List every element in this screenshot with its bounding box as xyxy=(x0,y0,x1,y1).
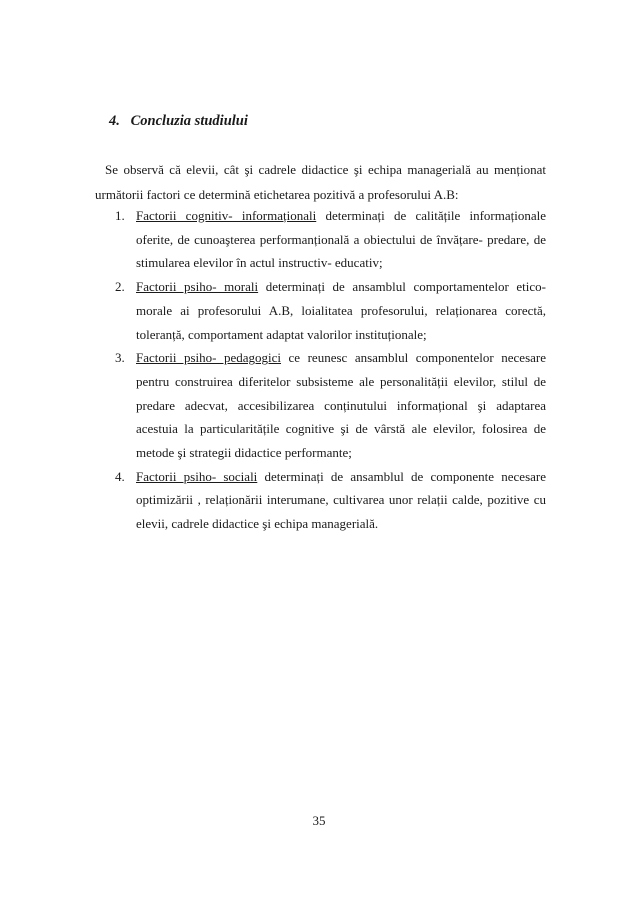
section-title: Concluzia studiului xyxy=(130,113,248,129)
factor-term: Factorii psiho- morali xyxy=(136,279,259,295)
section-number: 4. xyxy=(109,113,120,129)
intro-text: Se observă că elevii, cât şi cadrele didactice şi echipa managerială au menționat următorii factori ce determină etichetarea pozitivă a profesorului A.B: xyxy=(95,162,546,202)
factor-term: Factorii psiho- sociali xyxy=(136,468,258,484)
intro-paragraph xyxy=(95,157,546,207)
list-marker: 1. xyxy=(115,208,125,223)
page-number: 35 xyxy=(312,813,326,828)
factor-description: ce reunesc ansamblul componentelor necesare pentru construirea diferitelor subsisteme ale personalității elevilor, stilul de predare adecvat, accesibilizarea conținutului informațional şi adaptarea acestuia la particularitățile cognitive şi de vârstă ale elevilor, folosirea de metode şi strategii didactice performante; xyxy=(136,350,547,461)
factor-item-social xyxy=(95,465,546,536)
factor-description: determinați de calitățile informaționale oferite, de cunoaşterea performanțională a obiectului de învățare- predare, de stimularea elevilor în actul instructiv- educativ; xyxy=(136,208,546,271)
list-marker: 4. xyxy=(115,468,125,484)
list-marker: 2. xyxy=(115,279,125,295)
factor-description: determinați de ansamblul comportamentelor etico- morale ai profesorului A.B, loialitatea profesorului, relaționarea corectă, toleranță, comportament adaptat valorilor instituționale; xyxy=(136,279,546,342)
factor-item-cognitive xyxy=(95,204,546,275)
list-marker: 3. xyxy=(115,350,125,366)
factor-term: Factorii cognitiv- informaționali xyxy=(136,208,317,223)
factor-item-pedagogical xyxy=(95,346,546,465)
factor-item-moral xyxy=(95,275,546,346)
factor-description: determinați de ansamblul de componente necesare optimizării , relaționării interumane, cultivarea unor relații calde, pozitive cu elevii, cadrele didactice şi echipa managerială. xyxy=(136,468,546,532)
section-heading xyxy=(109,113,248,130)
factors-list xyxy=(95,204,546,536)
factor-term: Factorii psiho- pedagogici xyxy=(136,350,282,366)
